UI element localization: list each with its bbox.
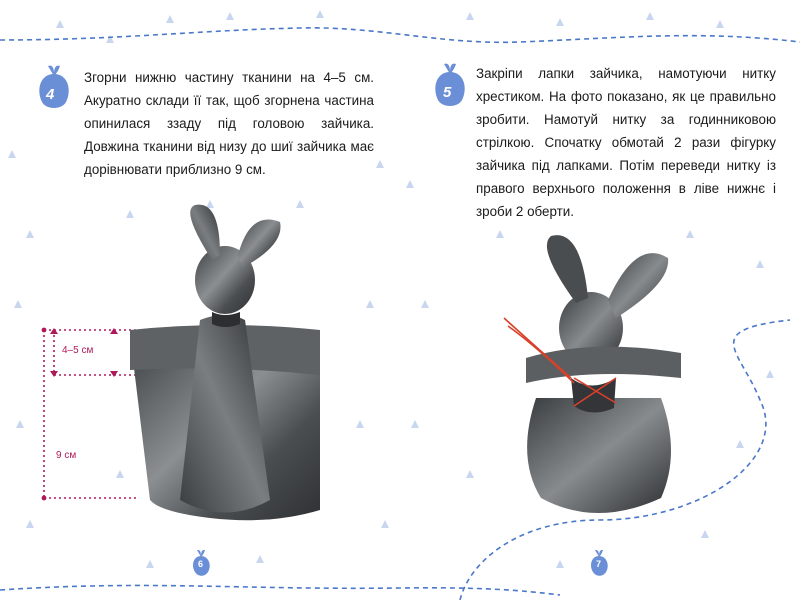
right-page <box>400 0 800 600</box>
step-instruction: Закріпи лапки зайчика, намотуючи нитку хрестиком. На фото показано, як це правильно зробити. Намотуй нитку за годинниковою стрілкою. Спочатку обмотай 2 рази фігурку зайчика під лапками. Потім переведи нитку із правого верхнього положення в ліве нижнє і зроби 2 оберти. <box>476 66 776 219</box>
step-number: 4 <box>46 86 55 103</box>
page-number: 6 <box>198 559 204 569</box>
bunny-fold-photo <box>120 200 330 530</box>
step-number: 5 <box>443 84 452 101</box>
bunny-thread-photo <box>496 228 706 538</box>
step-instruction: Згорни нижню частину тканини на 4–5 см. Акуратно склади її так, щоб згорнена частина опинилася ззаду під головою зайчика. Довжина тканини від низу до шиї зайчика має дорівнювати приблизно 9 см. <box>84 70 374 177</box>
measure-label-fold: 4–5 см <box>62 345 94 356</box>
measure-label-height: 9 см <box>56 450 77 461</box>
page-number: 7 <box>596 559 602 569</box>
